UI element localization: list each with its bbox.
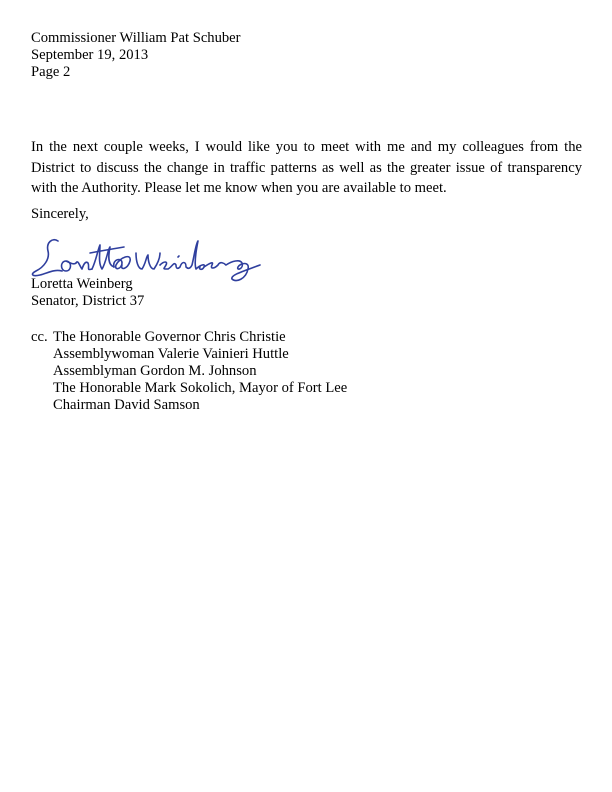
cc-block	[31, 329, 347, 414]
page-number: Page 2	[31, 64, 71, 80]
cc-recipient: Assemblyman Gordon M. Johnson	[53, 363, 257, 379]
cc-recipient: The Honorable Governor Chris Christie	[53, 329, 286, 345]
body-paragraph: In the next couple weeks, I would like you to meet with me and my colleagues from the District to discuss the change in traffic patterns as well as the greater issue of transparency with the Authority. Please let me know when you are available to meet.	[31, 139, 582, 196]
cc-recipient-list	[31, 346, 347, 414]
cc-first-row	[31, 329, 347, 346]
signer-name: Loretta Weinberg	[31, 276, 133, 292]
closing-salutation: Sincerely,	[31, 206, 89, 222]
signer-block	[31, 276, 144, 310]
cc-recipient: Chairman David Samson	[53, 397, 200, 413]
recipient-line: Commissioner William Pat Schuber	[31, 30, 241, 46]
cc-recipient: Assemblywoman Valerie Vainieri Huttle	[53, 346, 289, 362]
signer-title: Senator, District 37	[31, 293, 145, 309]
cc-prefix: cc.	[31, 329, 48, 345]
date-line: September 19, 2013	[31, 47, 149, 63]
letter-header	[31, 30, 241, 81]
cc-recipient: The Honorable Mark Sokolich, Mayor of Fort Lee	[53, 380, 348, 396]
